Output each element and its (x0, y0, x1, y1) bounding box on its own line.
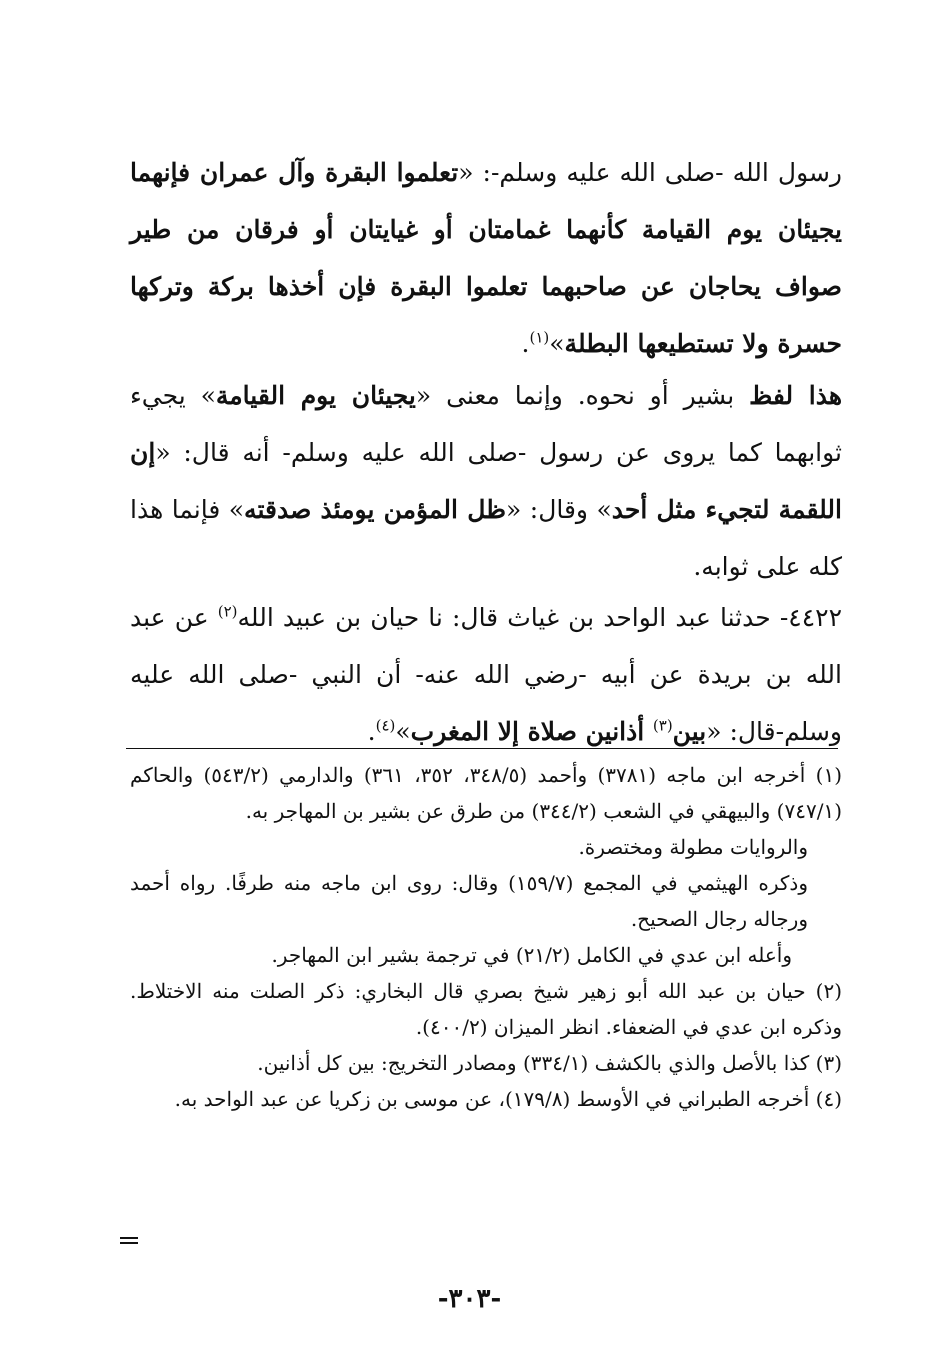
text-segment: » يجيء ثوابهما كما يروى عن رسول -صلى الله عليه وسلم- أنه قال: « (130, 381, 842, 467)
footnote-2: (٢) حيان بن عبد الله أبو زهير شيخ بصري قال البخاري: ذكر الصلت منه الاختلاط. وذكره ابن عدي في الضعفاء. انظر الميزان (٤٠٠/٢). (130, 979, 842, 1039)
footnotes-section (130, 757, 842, 1117)
text-segment: » وقال: « (506, 495, 612, 524)
quoted-hadith: إن اللقمة لتجيء مثل أحد (130, 438, 842, 524)
quote-close: » (395, 717, 411, 746)
paragraph-explanation (130, 367, 842, 595)
continuation-mark (120, 1237, 138, 1244)
footnote-1-continuation: وأعله ابن عدي في الكامل (٢١/٢) في ترجمة بشير ابن المهاجر. (271, 943, 792, 967)
isnad-text: عن عبد الله بن بريدة عن أبيه -رضي الله عنه- أن النبي -صلى الله عليه وسلم-قال: « (130, 603, 842, 746)
hadith-quote: أذانين صلاة إلا المغرب (410, 717, 653, 746)
quoted-phrase: يجيئان يوم القيامة (215, 381, 416, 410)
footnote-ref-3: (٣) (652, 716, 673, 735)
footnote-1: (١) أخرجه ابن ماجه (٣٧٨١) وأحمد (٣٤٨/٥، ٣٥٢، ٣٦١) والدارمي (٥٤٣/٢) والحاكم (٧٤٧/١) والبيهقي في الشعب (٣٤٤/٢) من طرق عن بشير بن المهاجر به. (130, 763, 842, 823)
isnad-text: ٤٤٢٢- حدثنا عبد الواحد بن غياث قال: نا حيان بن عبيد الله (237, 603, 842, 632)
sentence-end: . (367, 717, 376, 746)
footnote-1-continuation: وذكره الهيثمي في المجمع (١٥٩/٧) وقال: روى ابن ماجه منه طرفًا. رواه أحمد ورجاله رجال الصحيح. (130, 871, 808, 931)
sentence-end: . (521, 329, 530, 358)
footnote-4: (٤) أخرجه الطبراني في الأوسط (١٧٩/٨)، عن موسى بن زكريا عن عبد الواحد به. (174, 1087, 842, 1111)
footnote-divider (126, 748, 838, 749)
footnote-ref-1: (١) (529, 328, 550, 347)
hadith-quote: بين (672, 717, 707, 746)
paragraph-text (130, 367, 842, 595)
lead-text: رسول الله -صلى الله عليه وسلم-: « (458, 158, 842, 187)
paragraph-text (130, 144, 842, 372)
bold-lead: هذا لفظ (749, 381, 843, 410)
hadith-quote: تعلموا البقرة وآل عمران فإنهما يجيئان يوم القيامة كأنهما غمامتان أو غيايتان أو فرقان من طير صواف يحاجان عن صاحبهما تعلموا البقرة فإن أخذها بركة وتركها حسرة ولا تستطيعها البطلة (130, 158, 842, 358)
footnote-3: (٣) كذا بالأصل والذي بالكشف (٣٣٤/١) ومصادر التخريج: بين كل أذانين. (257, 1051, 842, 1075)
footnote-ref-4: (٤) (375, 716, 396, 735)
text-segment: بشير أو نحوه. وإنما معنى « (415, 381, 750, 410)
quoted-hadith: ظل المؤمن يومئذ صدقته (244, 495, 507, 524)
paragraph-hadith-baqara (130, 144, 842, 372)
page-number: -٣٠٣- (437, 1284, 502, 1314)
paragraph-text (130, 589, 842, 760)
quote-close: » (549, 329, 565, 358)
footnote-1-continuation: والروايات مطولة ومختصرة. (578, 835, 808, 859)
footnote-ref-2: (٢) (217, 602, 238, 621)
text-segment: » فإنما هذا كله على ثوابه. (130, 495, 842, 581)
paragraph-hadith-4422 (130, 589, 842, 760)
